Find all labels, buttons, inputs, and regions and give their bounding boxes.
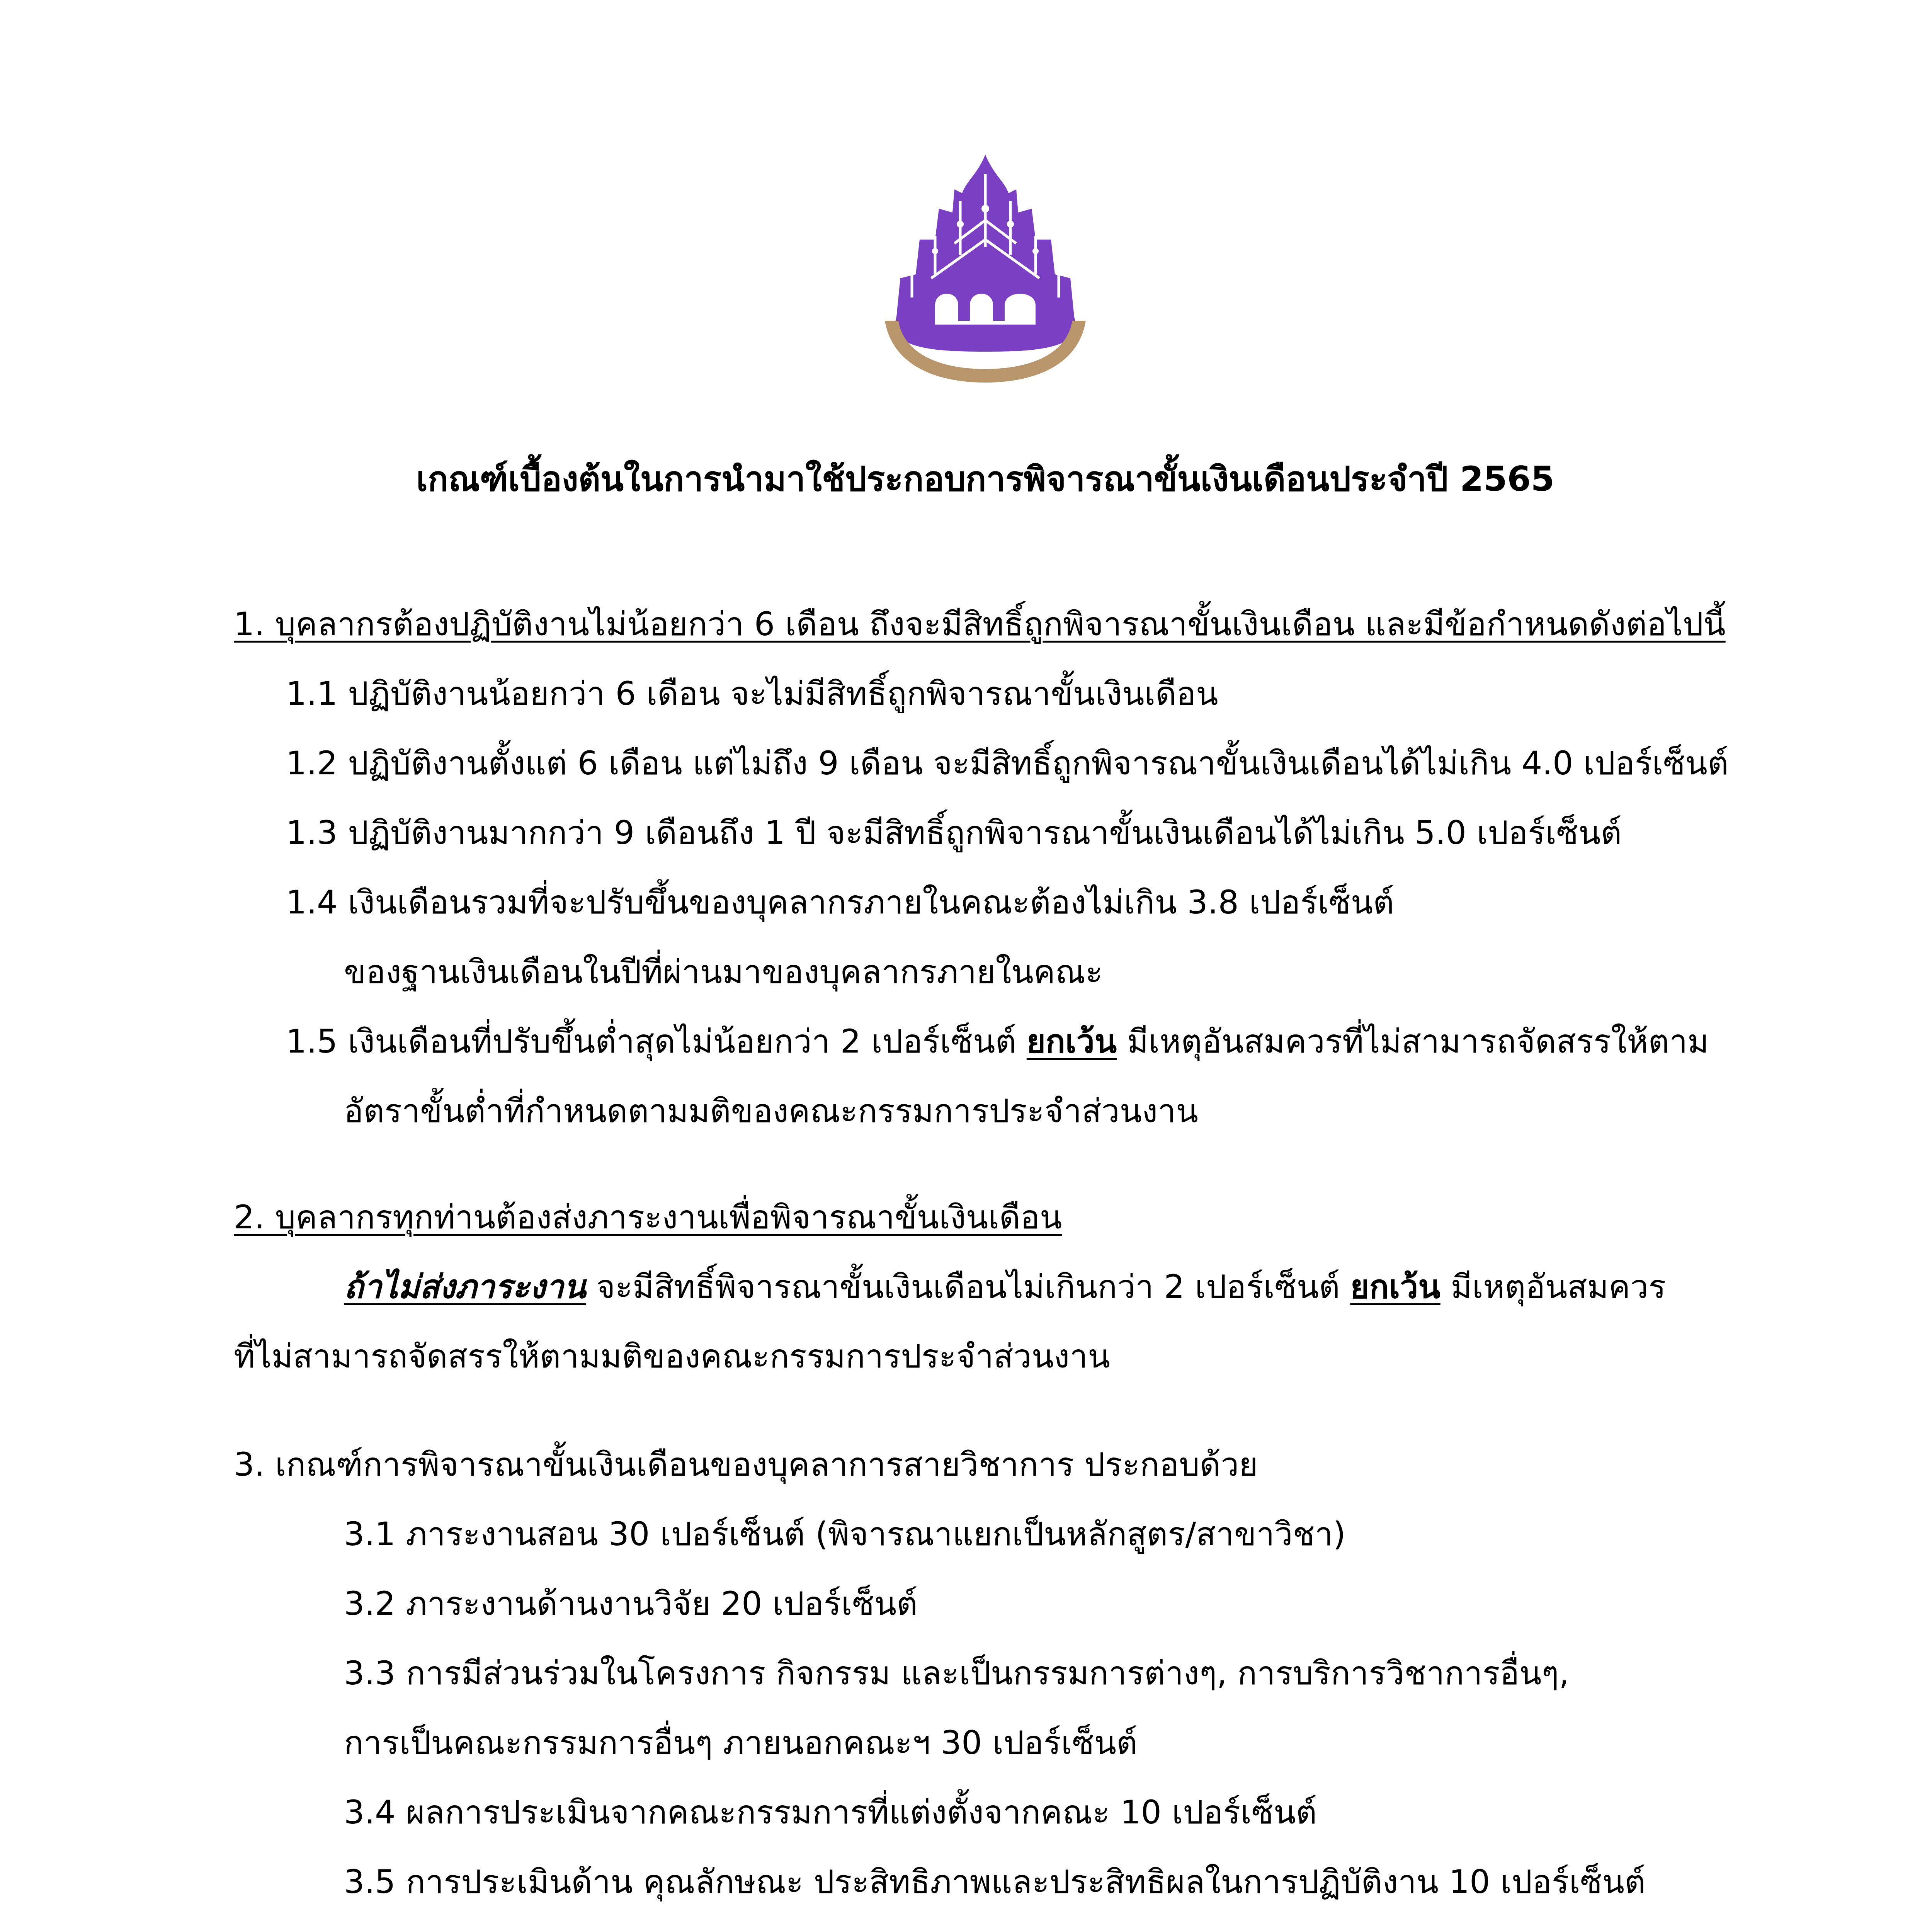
section-2-continuation: ที่ไม่สามารถจัดสรรให้ตามมติของคณะกรรมการประจำส่วนงาน [234,1337,1110,1375]
university-logo [877,151,1094,390]
university-logo-emblem [877,151,1094,390]
section-1-item-5-text: 1.5 เงินเดือนที่ปรับขึ้นต่ำสุดไม่น้อยกว่า 2 เปอร์เซ็นต์ [286,1022,1027,1060]
section-2-heading: 2. บุคลากรทุกท่านต้องส่งภาระงานเพื่อพิจารณาขั้นเงินเดือน [234,1198,1062,1236]
section-3-item-3-continuation: การเป็นคณะกรรมการอื่นๆ ภายนอกคณะฯ 30 เปอร์เซ็นต์ [344,1724,1138,1762]
section-1-heading: 1. บุคลากรต้องปฏิบัติงานไม่น้อยกว่า 6 เดือน ถึงจะมีสิทธิ์ถูกพิจารณาขั้นเงินเดือน และมีข้อกำหนดดังต่อไปนี้ [234,605,1726,643]
section-3-item-4: 3.4 ผลการประเมินจากคณะกรรมการที่แต่งตั้งจากคณะ 10 เปอร์เซ็นต์ [344,1793,1317,1831]
document-title: เกณฑ์เบื้องต้นในการนำมาใช้ประกอบการพิจารณาขั้นเงินเดือนประจำปี 2565 [416,459,1555,499]
section-1-item-4: 1.4 เงินเดือนรวมที่จะปรับขึ้นของบุคลากรภายในคณะต้องไม่เกิน 3.8 เปอร์เซ็นต์ [286,883,1394,921]
section-3-item-3: 3.3 การมีส่วนร่วมในโครงการ กิจกรรม และเป็นกรรมการต่างๆ, การบริการวิชาการอื่นๆ, [344,1654,1570,1692]
no-submission-label: ถ้าไม่ส่งภาระงาน [344,1268,586,1306]
section-1-item-1: 1.1 ปฏิบัติงานน้อยกว่า 6 เดือน จะไม่มีสิทธิ์ถูกพิจารณาขั้นเงินเดือน [286,675,1218,713]
section-1-item-5-text-after: มีเหตุอันสมควรที่ไม่สามารถจัดสรรให้ตาม [1117,1022,1709,1060]
section-3-item-2: 3.2 ภาระงานด้านงานวิจัย 20 เปอร์เซ็นต์ [344,1585,918,1622]
section-3-item-5-continuation [344,1920,517,1932]
section-3-heading: 3. เกณฑ์การพิจารณาขั้นเงินเดือนของบุคลาการสายวิชาการ ประกอบด้วย [234,1446,1258,1483]
section-2-body [344,1256,1666,1318]
section-2-body-text: จะมีสิทธิ์พิจารณาขั้นเงินเดือนไม่เกินกว่า 2 เปอร์เซ็นต์ [586,1268,1350,1306]
section-1-item-3: 1.3 ปฏิบัติงานมากกว่า 9 เดือนถึง 1 ปี จะมีสิทธิ์ถูกพิจารณาขั้นเงินเดือนได้ไม่เกิน 5.0 เปอร์เซ็นต์ [286,814,1622,852]
section-1-item-5 [286,1010,1709,1072]
section-3-item-5: 3.5 การประเมินด้าน คุณลักษณะ ประสิทธิภาพและประสิทธิผลในการปฏิบัติงาน 10 เปอร์เซ็นต์ [344,1863,1646,1901]
section-1-item-4-continuation: ของฐานเงินเดือนในปีที่ผ่านมาของบุคลากรภายในคณะ [344,953,1103,991]
section-1-item-2: 1.2 ปฏิบัติงานตั้งแต่ 6 เดือน แต่ไม่ถึง 9 เดือน จะมีสิทธิ์ถูกพิจารณาขั้นเงินเดือนได้ไม่เกิน 4.0 เปอร์เซ็นต์ [286,744,1729,782]
section-3-item-1: 3.1 ภาระงานสอน 30 เปอร์เซ็นต์ (พิจารณาแยกเป็นหลักสูตร/สาขาวิชา) [344,1515,1346,1553]
exception-label: ยกเว้น [1026,1022,1117,1060]
section-1-item-5-continuation: อัตราขั้นต่ำที่กำหนดตามมติของคณะกรรมการประจำส่วนงาน [344,1092,1198,1130]
section-2-body-text-after: มีเหตุอันสมควร [1440,1268,1666,1306]
exception-label: ยกเว้น [1350,1268,1440,1306]
